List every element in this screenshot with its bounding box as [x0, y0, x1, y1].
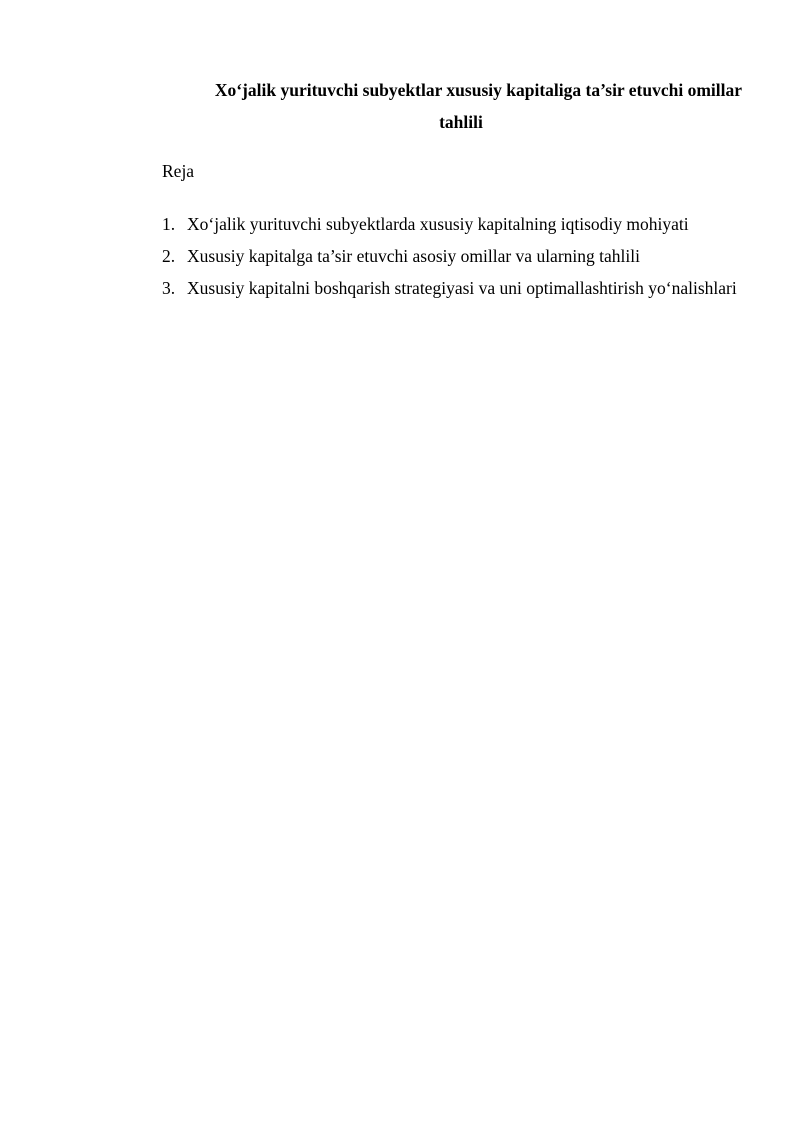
- title-line-2: tahlili: [439, 112, 483, 132]
- plan-list-item: [162, 208, 742, 240]
- plan-list-item: [162, 240, 742, 272]
- plan-heading: Reja: [162, 161, 195, 181]
- plan-item-text: Xususiy kapitalga ta’sir etuvchi asosiy omillar va ularning tahlili: [187, 246, 640, 266]
- plan-item-text: Xususiy kapitalni boshqarish strategiyasi va uni optimallashtirish yo‘nalishlari: [187, 278, 737, 298]
- plan-item-number: 2.: [162, 246, 176, 266]
- plan-item-text: Xo‘jalik yurituvchi subyektlarda xususiy kapitalning iqtisodiy mohiyati: [187, 214, 689, 234]
- plan-item-number: 3.: [162, 278, 176, 298]
- document-title: [160, 74, 742, 138]
- plan-list-item: [162, 272, 742, 304]
- title-line-1: Xo‘jalik yurituvchi subyektlar xususiy kapitaliga ta’sir etuvchi omillar: [214, 80, 742, 100]
- plan-list: [162, 208, 742, 304]
- plan-item-number: 1.: [162, 214, 176, 234]
